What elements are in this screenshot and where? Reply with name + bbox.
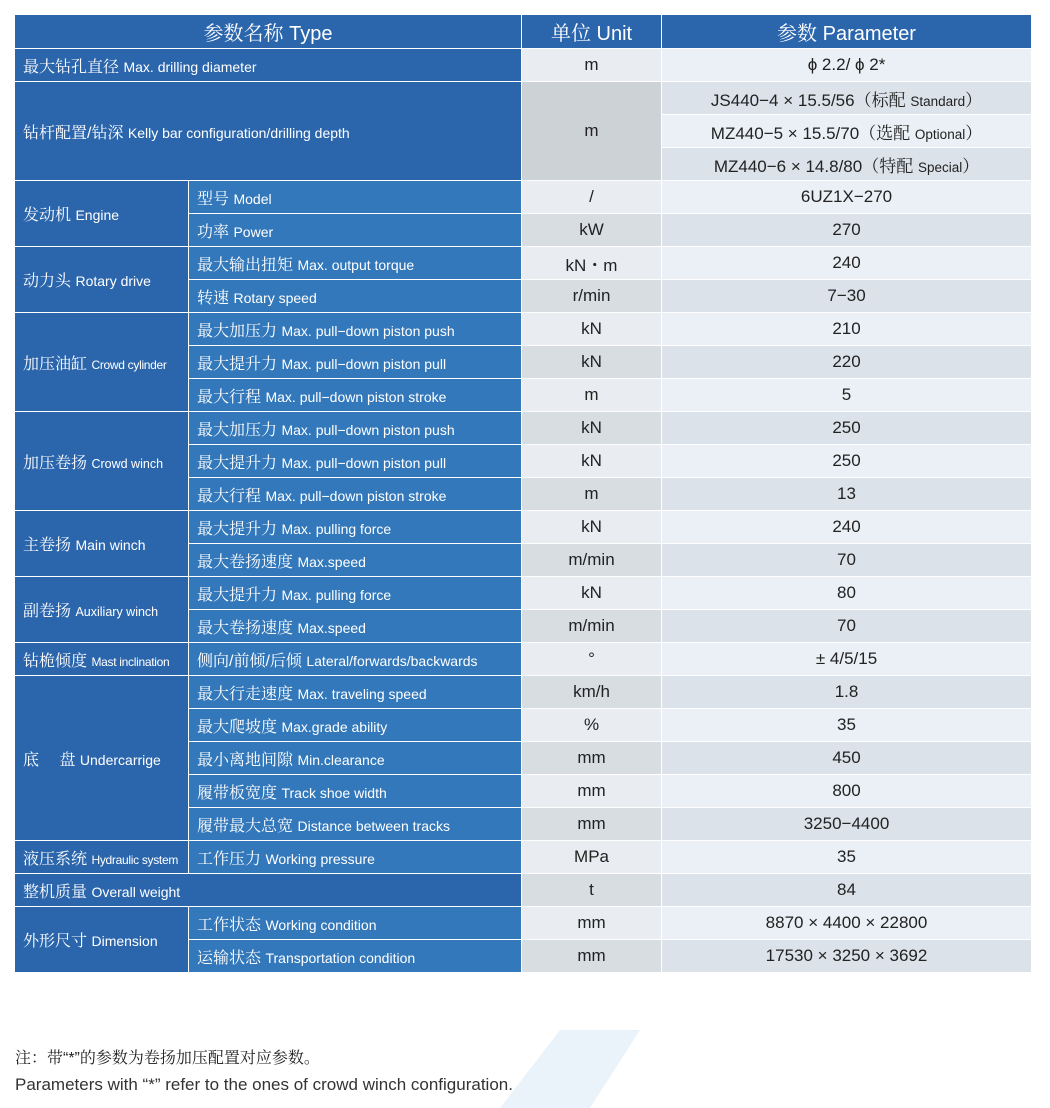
unit-cell: mm: [522, 808, 662, 841]
label-cn: 钻杆配置/钻深: [23, 124, 124, 142]
row-label: [15, 49, 522, 82]
label-en: Crowd cylinder: [91, 357, 167, 372]
sub-label: [189, 808, 522, 841]
label-cn: 最大输出扭矩: [197, 256, 294, 274]
row-label: [15, 874, 522, 907]
table-row: [15, 907, 1032, 940]
unit-cell: m: [522, 49, 662, 82]
sub-label: [189, 742, 522, 775]
value-cell: 7−30: [662, 280, 1032, 313]
label-cn: 主卷扬: [23, 537, 72, 554]
value-cell: 70: [662, 544, 1032, 577]
value-cell: ϕ 2.2/ ϕ 2*: [662, 49, 1032, 82]
label-cn: 整机质量: [23, 883, 88, 901]
sub-label: [189, 313, 522, 346]
label-en: Crowd winch: [91, 456, 164, 471]
table-row: [15, 676, 1032, 709]
sub-label: [189, 478, 522, 511]
kelly-spec: MZ440−6 × 14.8/80（特配: [713, 156, 914, 176]
label-cn: 最大提升力: [197, 520, 278, 538]
value-cell: 80: [662, 577, 1032, 610]
unit-cell: kN: [522, 445, 662, 478]
kelly-spec: MZ440−5 × 15.5/70（选配: [710, 123, 911, 143]
value-cell: 84: [662, 874, 1032, 907]
sub-label: [189, 940, 522, 973]
label-en: Lateral/forwards/backwards: [306, 652, 478, 669]
value-cell: 240: [662, 511, 1032, 544]
sub-label: [189, 346, 522, 379]
kelly-spec: JS440−4 × 15.5/56（标配: [710, 90, 906, 110]
label-en: Transportation condition: [265, 949, 416, 966]
value-cell: 70: [662, 610, 1032, 643]
unit-cell: kN・m: [522, 247, 662, 280]
value-cell: 250: [662, 412, 1032, 445]
label-en: Rotary drive: [75, 273, 151, 289]
sub-label: [189, 775, 522, 808]
label-en: Model: [233, 190, 272, 207]
unit-cell: r/min: [522, 280, 662, 313]
label-en: Hydraulic system: [91, 852, 179, 867]
unit-cell: kW: [522, 214, 662, 247]
label-cn: 最大行程: [197, 487, 262, 505]
sub-label: [189, 181, 522, 214]
unit-cell: kN: [522, 313, 662, 346]
label-cn: 最大行走速度: [197, 685, 294, 703]
label-en: Max. traveling speed: [297, 685, 427, 702]
sub-label: [189, 412, 522, 445]
label-cn: 工作压力: [197, 850, 262, 868]
value-cell: 250: [662, 445, 1032, 478]
label-cn: 型号: [197, 190, 230, 208]
sub-label: [189, 544, 522, 577]
table-row: [15, 247, 1032, 280]
label-en: Track shoe width: [281, 784, 387, 801]
label-en: Max. pull−down piston stroke: [265, 388, 447, 405]
value-cell: 3250−4400: [662, 808, 1032, 841]
label-en: Max.speed: [297, 619, 366, 636]
label-en: Distance between tracks: [297, 817, 450, 834]
table-row: [15, 49, 1032, 82]
label-cn: 最大提升力: [197, 355, 278, 373]
label-en: Undercarrige: [79, 751, 161, 768]
kelly-close: ）: [962, 156, 980, 176]
label-cn: 履带最大总宽: [197, 817, 294, 835]
sub-label: [189, 379, 522, 412]
unit-cell: °: [522, 643, 662, 676]
label-en: Auxiliary winch: [75, 605, 159, 619]
label-en: Overall weight: [91, 883, 181, 900]
group-label: [15, 181, 189, 247]
value-cell: 6UZ1X−270: [662, 181, 1032, 214]
sub-label: [189, 610, 522, 643]
header-type: 参数名称 Type: [15, 15, 522, 49]
group-label: [15, 313, 189, 412]
label-cn: 最大加压力: [197, 322, 278, 340]
label-cn: 加压油缸: [23, 355, 88, 373]
kelly-close: ）: [965, 123, 983, 143]
sub-label: [189, 709, 522, 742]
unit-cell: kN: [522, 412, 662, 445]
label-en: Main winch: [75, 537, 146, 553]
kelly-close: ）: [965, 90, 983, 110]
group-label: [15, 643, 189, 676]
label-cn: 最大卷扬速度: [197, 619, 294, 637]
sub-label: [189, 247, 522, 280]
table-row: [15, 874, 1032, 907]
value-cell: 13: [662, 478, 1032, 511]
label-cn: 发动机: [23, 207, 72, 224]
label-cn: 最小离地间隙: [197, 751, 294, 769]
label-en: Power: [233, 223, 274, 240]
label-cn: 最大加压力: [197, 421, 278, 439]
label-en: Min.clearance: [297, 751, 385, 768]
sub-label: [189, 214, 522, 247]
label-cn: 运输状态: [197, 949, 262, 967]
row-label: [15, 82, 522, 181]
value-cell: 35: [662, 841, 1032, 874]
group-label: [15, 907, 189, 973]
unit-cell: kN: [522, 511, 662, 544]
kelly-tag: Standard: [910, 93, 966, 109]
unit-cell: %: [522, 709, 662, 742]
value-cell: 35: [662, 709, 1032, 742]
label-cn: 加压卷扬: [23, 454, 88, 472]
group-label: [15, 841, 189, 874]
label-en: Max. pulling force: [281, 586, 392, 603]
group-label: [15, 412, 189, 511]
label-cn: 动力头: [23, 273, 72, 290]
value-cell: 5: [662, 379, 1032, 412]
label-cn: 最大钻孔直径: [23, 58, 120, 76]
value-cell: 17530 × 3250 × 3692: [662, 940, 1032, 973]
kelly-tag: Optional: [914, 126, 966, 142]
label-en: Max. pull−down piston pull: [281, 355, 447, 372]
table-row: [15, 82, 1032, 115]
sub-label: [189, 907, 522, 940]
label-en: Engine: [75, 207, 120, 223]
unit-cell: kN: [522, 346, 662, 379]
label-en: Max. pull−down piston pull: [281, 454, 447, 471]
unit-cell: m/min: [522, 544, 662, 577]
label-cn: 最大提升力: [197, 586, 278, 604]
label-en: Max. output torque: [297, 256, 415, 273]
label-cn: 转速: [197, 289, 230, 307]
label-en: Max. drilling diameter: [123, 58, 257, 75]
label-en: Rotary speed: [233, 289, 317, 306]
label-en: Max.grade ability: [281, 718, 388, 735]
label-cn: 外形尺寸: [23, 933, 88, 950]
table-row: [15, 313, 1032, 346]
label-en: Mast inclination: [91, 654, 170, 669]
label-cn: 最大爬坡度: [197, 718, 278, 736]
table-row: [15, 511, 1032, 544]
label-cn: 侧向/前倾/后倾: [197, 652, 302, 670]
value-cell: ± 4/5/15: [662, 643, 1032, 676]
value-cell: 220: [662, 346, 1032, 379]
sub-label: [189, 445, 522, 478]
value-cell: 210: [662, 313, 1032, 346]
label-en: Kelly bar configuration/drilling depth: [127, 124, 350, 141]
sub-label: [189, 577, 522, 610]
label-en: Max. pull−down piston push: [281, 322, 455, 339]
header-unit: 单位 Unit: [522, 15, 662, 49]
table-row: [15, 841, 1032, 874]
unit-cell: m/min: [522, 610, 662, 643]
unit-cell: km/h: [522, 676, 662, 709]
label-cn: 钻桅倾度: [23, 652, 88, 670]
value-cell: [662, 82, 1032, 115]
unit-cell: t: [522, 874, 662, 907]
group-label: [15, 577, 189, 643]
group-label: [15, 676, 189, 841]
label-cn: 功率: [197, 223, 230, 241]
footnote-cn: 注：带“*”的参数为卷扬加压配置对应参数。: [15, 1050, 320, 1067]
spec-table: [14, 14, 1032, 973]
sub-label: [189, 511, 522, 544]
unit-cell: mm: [522, 775, 662, 808]
unit-cell: mm: [522, 907, 662, 940]
table-row: [15, 643, 1032, 676]
label-cn: 副卷扬: [23, 603, 72, 620]
sub-label: [189, 280, 522, 313]
label-en: Working pressure: [265, 850, 375, 867]
value-cell: [662, 115, 1032, 148]
table-row: [15, 181, 1032, 214]
unit-cell: /: [522, 181, 662, 214]
unit-cell: MPa: [522, 841, 662, 874]
sub-label: [189, 643, 522, 676]
unit-cell: mm: [522, 742, 662, 775]
label-cn: 履带板宽度: [197, 784, 278, 802]
value-cell: 240: [662, 247, 1032, 280]
value-cell: 800: [662, 775, 1032, 808]
group-label: [15, 247, 189, 313]
table-header-row: [15, 15, 1032, 49]
unit-cell: kN: [522, 577, 662, 610]
unit-cell: m: [522, 478, 662, 511]
label-cn: 工作状态: [197, 916, 262, 934]
unit-cell: mm: [522, 940, 662, 973]
unit-cell: m: [522, 379, 662, 412]
label-en: Max. pull−down piston stroke: [265, 487, 447, 504]
label-en: Max. pulling force: [281, 520, 392, 537]
label-en: Max.speed: [297, 553, 366, 570]
table-row: [15, 577, 1032, 610]
label-cn: 底 盘: [23, 751, 76, 769]
group-label: [15, 511, 189, 577]
sub-label: [189, 676, 522, 709]
label-en: Dimension: [91, 933, 158, 949]
value-cell: [662, 148, 1032, 181]
footnote-en: Parameters with “*” refer to the ones of crowd winch configuration.: [15, 1075, 513, 1094]
unit-cell: m: [522, 82, 662, 181]
value-cell: 450: [662, 742, 1032, 775]
sub-label: [189, 841, 522, 874]
label-en: Max. pull−down piston push: [281, 421, 455, 438]
table-row: [15, 412, 1032, 445]
value-cell: 270: [662, 214, 1032, 247]
label-cn: 最大卷扬速度: [197, 553, 294, 571]
value-cell: 1.8: [662, 676, 1032, 709]
value-cell: 8870 × 4400 × 22800: [662, 907, 1032, 940]
label-cn: 最大行程: [197, 388, 262, 406]
label-en: Working condition: [265, 916, 377, 933]
kelly-tag: Special: [917, 159, 963, 175]
label-cn: 最大提升力: [197, 454, 278, 472]
header-parameter: 参数 Parameter: [662, 15, 1032, 49]
label-cn: 液压系统: [23, 850, 88, 868]
